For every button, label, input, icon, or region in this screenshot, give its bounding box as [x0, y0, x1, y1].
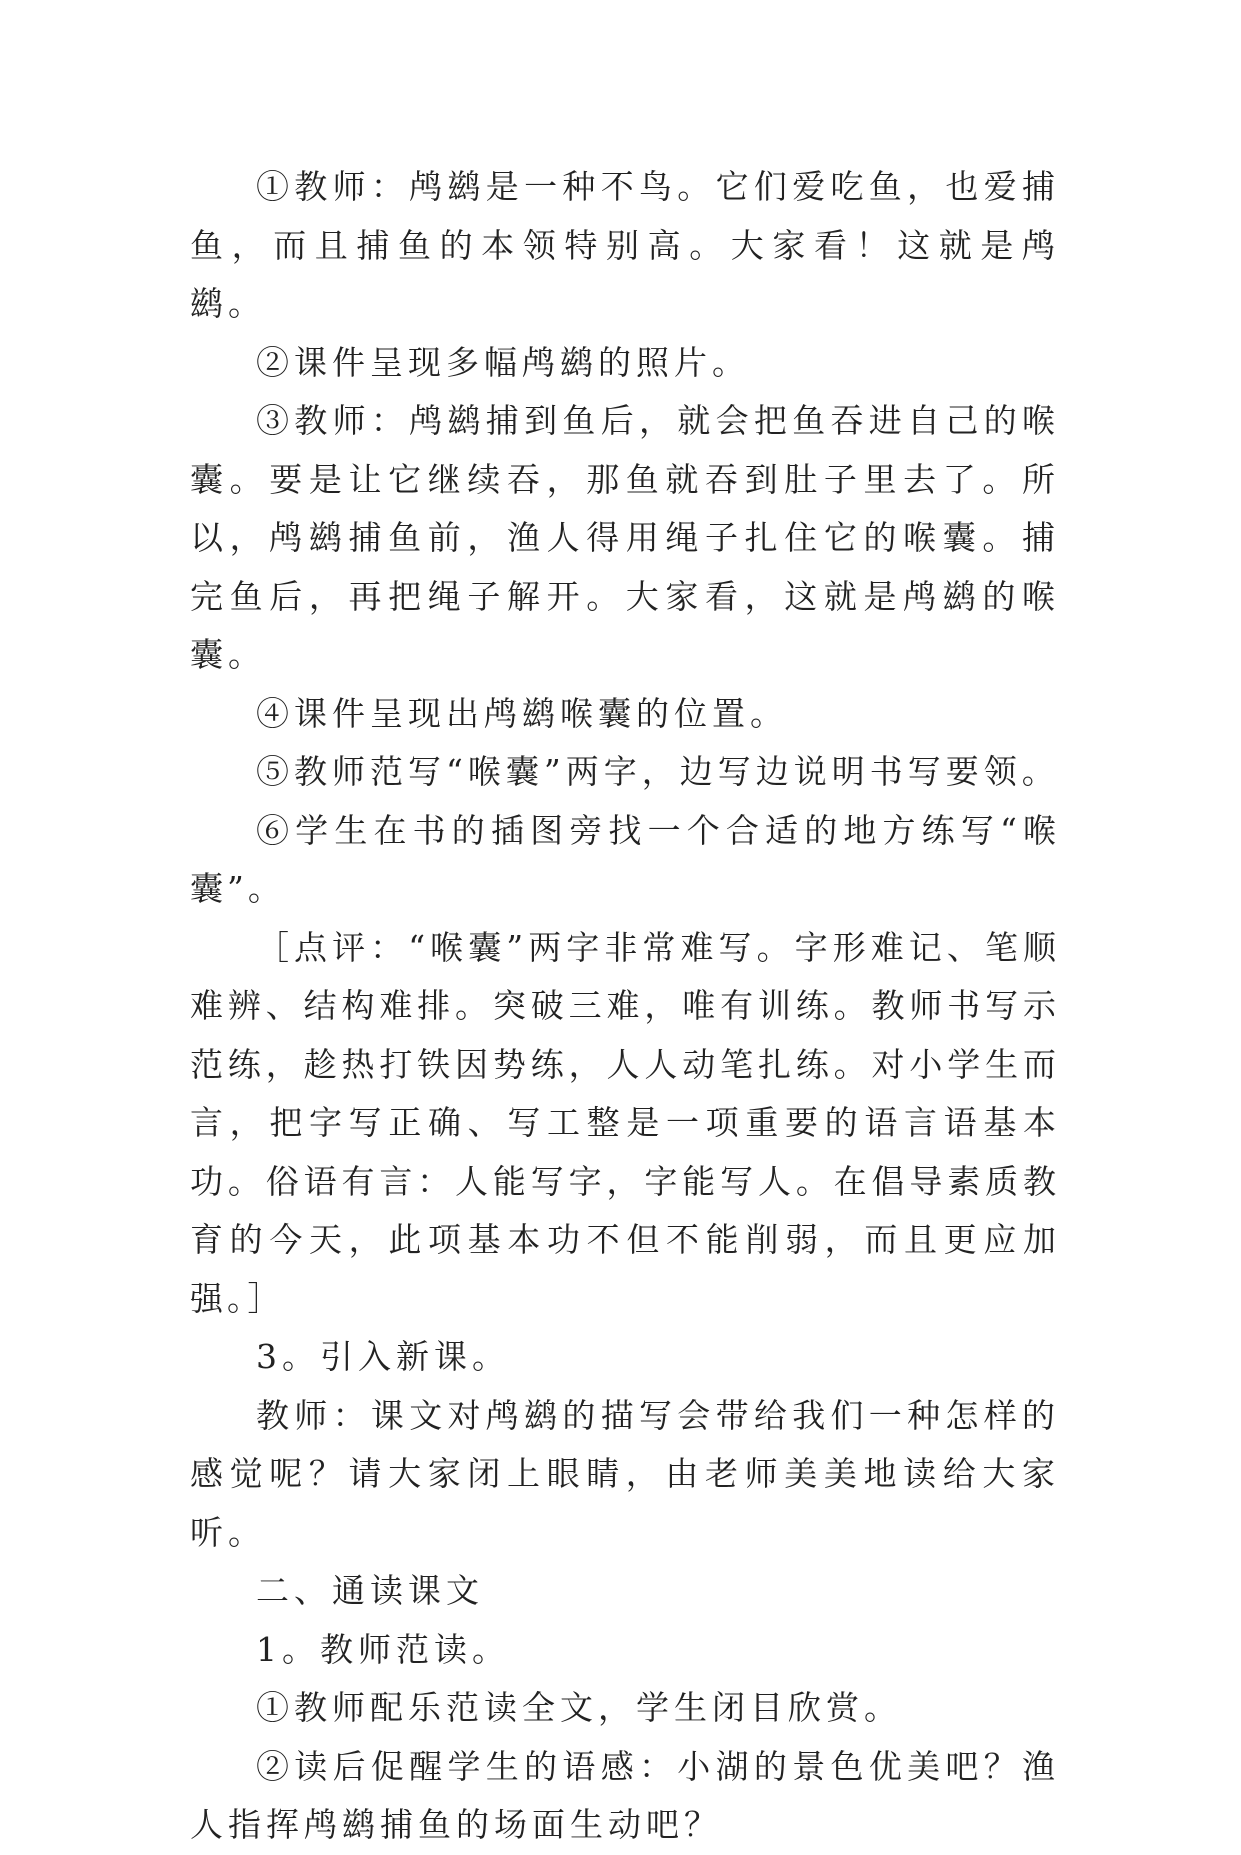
paragraph-13: ②读后促醒学生的语感：小湖的景色优美吧？渔人指挥鸬鹚捕鱼的场面生动吧？	[190, 1746, 1060, 1844]
paragraph-6: ⑥学生在书的插图旁找一个合适的地方练写“喉囊”。	[190, 810, 1060, 908]
document-body	[190, 158, 1060, 1855]
paragraph-3: ③教师：鸬鹚捕到鱼后，就会把鱼吞进自己的喉囊。要是让它继续吞，那鱼就吞到肚子里去了。所以，鸬鹚捕鱼前，渔人得用绳子扎住它的喉囊。捕完鱼后，再把绳子解开。大家看，这就是鸬鹚的喉囊。	[190, 401, 1060, 674]
comment-paragraph: ［点评：“喉囊”两字非常难写。字形难记、笔顺难辨、结构难排。突破三难，唯有训练。教师书写示范练，趁热打铁因势练，人人动笔扎练。对小学生而言，把字写正确、写工整是一项重要的语言语基本功。俗语有言：人能写字，字能写人。在倡导素质教育的今天，此项基本功不但不能削弱，而且更应加强。］	[190, 927, 1060, 1318]
paragraph-5: ⑤教师范写“喉囊”两字，边写边说明书写要领。	[256, 752, 1060, 791]
paragraph-9: 教师：课文对鸬鹚的描写会带给我们一种怎样的感觉呢？请大家闭上眼睛，由老师美美地读给大家听。	[190, 1395, 1060, 1552]
section-heading: 二、通读课文	[256, 1571, 484, 1610]
paragraph-1: ①教师：鸬鹚是一种不鸟。它们爱吃鱼，也爱捕鱼，而且捕鱼的本领特别高。大家看！这就是鸬鹚。	[190, 167, 1060, 323]
paragraph-2: ②课件呈现多幅鸬鹚的照片。	[256, 342, 750, 382]
paragraph-4: ④课件呈现出鸬鹚喉囊的位置。	[256, 693, 788, 733]
paragraph-11: 1。教师范读。	[256, 1629, 510, 1669]
paragraph-12: ①教师配乐范读全文，学生闭目欣赏。	[256, 1688, 902, 1727]
paragraph-8: 3。引入新课。	[256, 1337, 510, 1376]
